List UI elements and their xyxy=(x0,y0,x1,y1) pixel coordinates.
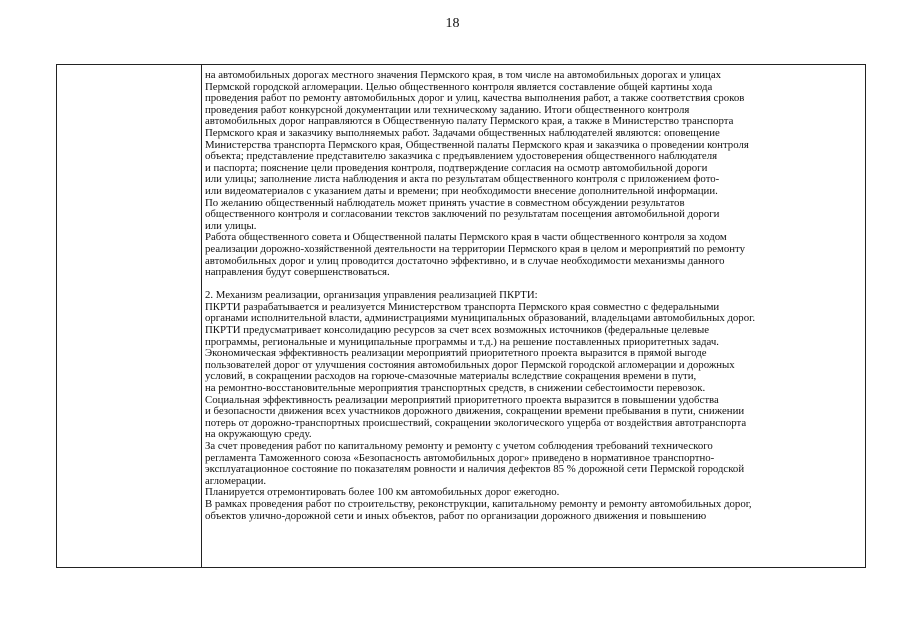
text-line: на ремонтно-восстановительные мероприятия транспортных средств, в снижении себестоимости перевозок. xyxy=(205,383,706,395)
text-line: реализации дорожно-хозяйственной деятельности на территории Пермского края в целом и мероприятий по ремонту xyxy=(205,243,745,255)
text-line: проведения работ конкурсной документации или техническому заданию. Итоги общественного контроля xyxy=(205,104,690,116)
text-line: органами исполнительной власти, администрациями муниципальных образований, владельцами автомобильных дорог. xyxy=(205,313,756,325)
text-line: эксплуатационное состояние по показателям ровности и наличия дефектов 85 % дорожной сети Пермской городской xyxy=(205,464,745,476)
text-line: ПКРТИ предусматривает консолидацию ресурсов за счет всех возможных источников (федеральные целевые xyxy=(205,325,710,337)
table-right-cell xyxy=(202,65,865,567)
text-line: регламента Таможенного союза «Безопасность автомобильных дорог» приведено в нормативное транспортно- xyxy=(205,452,715,464)
text-line: Экономическая эффективность реализации мероприятий приоритетного проекта выразится в прямой выгоде xyxy=(205,348,707,360)
text-line: и безопасности движения всех участников дорожного движения, сокращении времени пребывания в пути, снижении xyxy=(205,406,745,418)
text-line: автомобильных дорог и улиц проводится достаточно эффективно, и в случае необходимости механизмы данного xyxy=(205,255,725,267)
text-line: пользователей дорог от улучшения состояния автомобильных дорог Пермской городской агломерации и дорожных xyxy=(205,359,735,371)
table-left-cell xyxy=(57,65,202,567)
text-line: Планируется отремонтировать более 100 км автомобильных дорог ежегодно. xyxy=(205,487,560,499)
text-line: Министерства транспорта Пермского края, Общественной палаты Пермского края и заказчика о проведении контроля xyxy=(205,139,749,151)
text-line: общественного контроля и согласовании текстов заключений по результатам посещения автомобильной дороги xyxy=(205,209,720,221)
text-line: агломерации. xyxy=(205,475,267,487)
paragraph-gap xyxy=(205,279,863,291)
text-line: автомобильных дорог направляются в Общественную палату Пермского края, а также в Министерство транспорта xyxy=(205,116,734,128)
text-line: объектов улично-дорожной сети и иных объектов, работ по организации дорожного движения и повышению xyxy=(205,510,707,522)
text-line: Пермской городской агломерации. Целью общественного контроля является составление общей картины хода xyxy=(205,81,713,93)
text-line: на автомобильных дорогах местного значения Пермского края, в том числе на автомобильных дорогах и улицах xyxy=(205,70,722,81)
text-line: условий, в сокращении расходов на горюче-смазочные материалы вследствие сокращения времени в пути, xyxy=(205,371,697,383)
text-line: За счет проведения работ по капитальному ремонту и ремонту с учетом соблюдения требований технического xyxy=(205,441,713,452)
text-line: и паспорта; пояснение цели проведения контроля, подтверждение согласия на осмотр автомобильной дороги xyxy=(205,162,708,174)
text-line: потерь от дорожно-транспортных происшествий, сокращении экологического ущерба от воздействия автотранспорта xyxy=(205,417,747,429)
page-number: 18 xyxy=(445,16,460,31)
document-table xyxy=(56,64,866,568)
text-line: Пермского края и заказчику выполняемых работ. Задачами общественных наблюдателей являются: оповещение xyxy=(205,127,720,139)
text-line: ПКРТИ разрабатывается и реализуется Министерством транспорта Пермского края совместно с федеральными xyxy=(205,301,720,313)
section-heading: 2. Механизм реализации, организация управления реализацией ПКРТИ: xyxy=(205,290,538,302)
text-line: или улицы. xyxy=(205,220,257,232)
text-line: объекта; представление представителю заказчика с предъявлением удостоверения общественного наблюдателя xyxy=(205,151,718,163)
text-line: направления будут совершенствоваться. xyxy=(205,267,390,279)
text-line: на окружающую среду. xyxy=(205,429,312,441)
text-line: В рамках проведения работ по строительству, реконструкции, капитальному ремонту и ремонту автомобильных дорог, xyxy=(205,498,752,510)
text-line: Работа общественного совета и Общественной палаты Пермского края в части общественного контроля за ходом xyxy=(205,232,727,244)
text-line: По желанию общественный наблюдатель может принять участие в совместном обсуждении результатов xyxy=(205,197,685,209)
text-line: программы, региональные и муниципальные программы и т.д.) на решение поставленных приоритетных задач. xyxy=(205,336,719,348)
text-line: Социальная эффективность реализации мероприятий приоритетного проекта выразится в повышении удобства xyxy=(205,394,719,406)
text-line: проведения работ по ремонту автомобильных дорог и улиц, качества выполнения работ, а также соответствия сроков xyxy=(205,93,745,105)
text-line: или улицы; заполнение листа наблюдения и акта по результатам общественного контроля с приложением фото- xyxy=(205,174,720,186)
text-line: или видеоматериалов с указанием даты и времени; при необходимости внесение дополнительной информации. xyxy=(205,185,718,197)
